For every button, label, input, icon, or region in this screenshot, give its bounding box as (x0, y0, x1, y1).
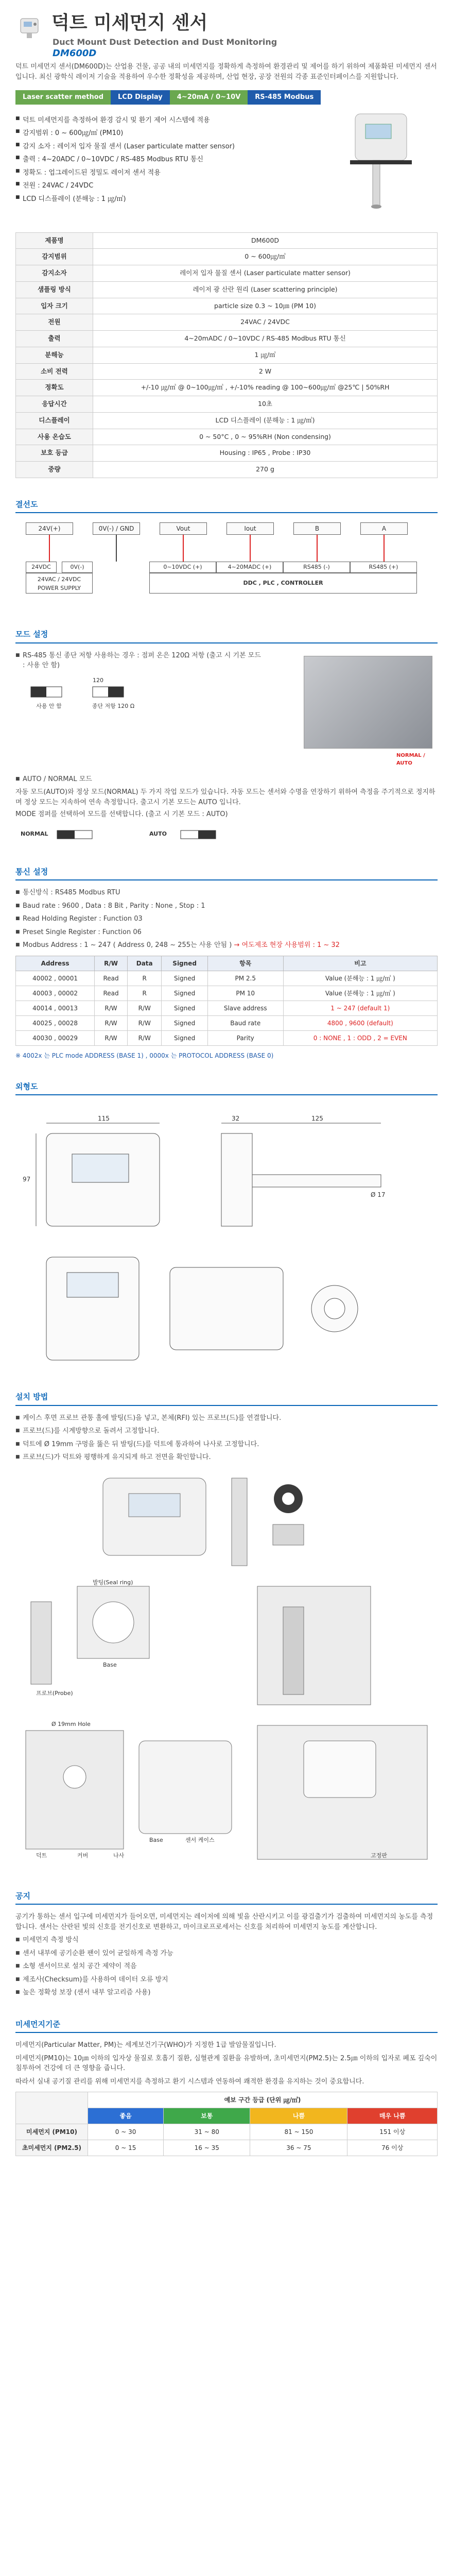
terminal: B (293, 522, 341, 535)
table-row: 감지소자 레이저 입자 물질 센서 (Laser particulate matter sensor) (16, 265, 438, 282)
table-row: 정확도 +/-10 ㎍/㎥ @ 0~100㎍/㎥ , +/-10% reading @ 100~600㎍/㎥ @25℃ | 50%RH (16, 380, 438, 396)
wire-label: 0V(-) (62, 562, 93, 573)
dimension-drawing (15, 1103, 438, 1370)
modbus-item: ■ 통신방식 : RS485 Modbus RTU (15, 888, 438, 898)
wire-label: RS485 (+) (350, 562, 417, 573)
feature-item: ■ 감지 소자 : 레이저 입자 물질 센서 (Laser particulate matter sensor) (15, 140, 283, 154)
table-row: 40025 , 00028 R/W R/W Signed Baud rate 4800 , 9600 (default) (16, 1015, 438, 1030)
terminal: Vout (160, 522, 207, 535)
mode-title: 모드 설정 (15, 629, 438, 643)
table-row: 40002 , 00001 Read R Signed PM 2.5 Value (분해능 : 1 ㎍/㎥ ) (16, 971, 438, 986)
pm-para: 미세먼지(Particular Matter, PM)는 세계보건기구(WHO)가 지정한 1급 발암물질입니다. (15, 2041, 276, 2049)
jumper-label: 종단 저항 120 Ω (92, 702, 135, 709)
dimension-title: 외형도 (15, 1081, 438, 1096)
label-base: Base (103, 1661, 117, 1668)
tab-modbus: RS-485 Modbus (248, 90, 321, 105)
install-step: ■ 케이스 후면 프로브 관통 홀에 발팅(드)을 넣고, 본체(RFI) 있는 프로브(드)를 연결합니다. (15, 1413, 438, 1423)
model-name: DM600D (53, 48, 97, 59)
wire (384, 535, 385, 562)
controller-box: DDC , PLC , CONTROLLER (149, 573, 417, 594)
dimension-svg (15, 1103, 438, 1370)
knowledge-bullet: ■ 제조사(Checksum)를 사용하여 데이터 오류 방지 (15, 1975, 438, 1985)
dim-height: 97 (23, 1176, 31, 1183)
power-supply-box: 24VAC / 24VDC POWER SUPPLY (26, 573, 93, 594)
mode-jumpers (15, 825, 438, 845)
wiring-title: 결선도 (15, 499, 438, 514)
install-step: ■ 프로브(드)가 덕트와 평행하게 유지되게 하고 전면을 확인합니다. (15, 1452, 438, 1463)
pm-table (15, 2092, 438, 2156)
feature-item: ■ 덕트 미세먼지를 측정하여 환경 감시 및 환기 제어 시스템에 적용 (15, 114, 283, 127)
wire (183, 535, 184, 562)
label-duct: 덕트 (36, 1852, 47, 1859)
wiring-diagram (15, 520, 438, 608)
terminal: 0V(-) / GND (93, 522, 140, 535)
table-row: 응답시간 10초 (16, 396, 438, 413)
feature-item: ■ 감지범위 : 0 ~ 600㎍/㎥ (PM10) (15, 127, 283, 140)
tab-analog: 4~20mA / 0~10V (170, 90, 248, 105)
modbus-item: ■ Baud rate : 9600 , Data : 8 Bit , Parity : None , Stop : 1 (15, 901, 438, 911)
table-row: 보호 등급 Housing : IP65 , Probe : IP30 (16, 445, 438, 462)
knowledge-bullet: ■ 미세먼지 측정 방식 (15, 1935, 438, 1945)
terminal: A (360, 522, 408, 535)
modbus-title: 통신 설정 (15, 866, 438, 881)
label-flange-base: Base (149, 1836, 163, 1843)
label-probe: 프로브(Probe) (36, 1689, 73, 1697)
dim-dia: Ø 17 (371, 1191, 386, 1199)
wire (116, 535, 117, 562)
pm-para: 따라서 실내 공기질 관리를 위해 미세먼지를 측정하고 환기 시스템과 연동하여 쾌적한 환경을 유지하는 것이 중요합니다. (15, 2077, 364, 2086)
tab-lcd: LCD Display (111, 90, 170, 105)
label-bracket: 고정판 (371, 1852, 387, 1859)
label-seal: 발팅(Seal ring) (93, 1579, 133, 1586)
install-title: 설치 방법 (15, 1391, 438, 1406)
knowledge-bullet: ■ 높은 정확성 보장 (센서 내부 알고리즘 사용) (15, 1988, 438, 1998)
intro-text: 덕트 미세먼지 센서(DM600D)는 산업용 건물, 공공 내의 미세먼지를 정확하게 측정하여 환경관리 및 제어를 하기 위하여 제품화된 미세먼지 센서입니다. 최신 광학식 레이저 기술을 적용하여 우수한 정확성을 제공하며, 산업 현장, 공장 전원의 각종 표준인터페이스를 지원합니다. (15, 63, 437, 81)
knowledge-title: 공지 (15, 1890, 438, 1905)
table-row: 초미세먼지 (PM2.5) 0 ~ 15 16 ~ 35 36 ~ 75 76 이상 (16, 2140, 438, 2156)
wire-label: 4~20MADC (+) (216, 562, 283, 573)
install-step: ■ 덕트에 Ø 19mm 구멍을 뚫은 뒤 발팅(드)를 덕트에 통과하여 나사로 고정합니다. (15, 1439, 438, 1450)
auto-jumper (180, 830, 216, 839)
product-icon (15, 11, 43, 39)
knowledge-bullet: ■ 소형 센서이므로 설치 공간 제약이 적음 (15, 1961, 438, 1972)
feature-item: ■ 출력 : 4~20ADC / 0~10VDC / RS-485 Modbus RTU 통신 (15, 153, 283, 166)
table-row: 디스플레이 LCD 디스플레이 (분해능 : 1 ㎍/㎥) (16, 412, 438, 429)
board-photo (304, 656, 432, 749)
modbus-item: ■ Read Holding Register : Function 03 (15, 914, 438, 924)
pm-para: 미세먼지(PM10)는 10㎛ 이하의 입자상 물질로 호흡기 질환, 심혈관계 질환을 유발하며, 초미세먼지(PM2.5)는 2.5㎛ 이하의 입자로 폐포 깊숙이 침투하여 건강에 더 큰 영향을 줍니다. (15, 2054, 438, 2073)
table-row: 감지범위 0 ~ 600㎍/㎥ (16, 249, 438, 265)
table-row: 40014 , 00013 R/W R/W Signed Slave address 1 ~ 247 (default 1) (16, 1001, 438, 1015)
mode-section (15, 651, 438, 769)
page-subtitle: Duct Mount Dust Detection and Dust Monitoring (53, 37, 277, 47)
modbus-item: ■ Modbus Address : 1 ~ 247 ( Address 0, 248 ~ 255는 사용 안됨 ) → 여도제조 현장 사용범위 : 1 ~ 32 (15, 940, 438, 951)
table-row: 40003 , 00002 Read R Signed PM 10 Value (분해능 : 1 ㎍/㎥ ) (16, 986, 438, 1001)
table-row: 사용 온습도 0 ~ 50°C , 0 ~ 95%RH (Non condensing) (16, 429, 438, 445)
dim-depth: 32 (232, 1115, 240, 1123)
feature-item: ■ 정확도 : 업그레이드된 정밀도 레이저 센서 적용 (15, 166, 283, 180)
wire (317, 535, 318, 562)
mode-para-2: MODE 점퍼를 선택하여 모드를 선택합니다. (출고 시 기본 모드 : AUTO) (15, 810, 228, 819)
table-row: 중량 270 g (16, 462, 438, 478)
feature-item: ■ 전원 : 24VAC / 24VDC (15, 179, 283, 193)
features-section (0, 114, 453, 227)
table-header-row: 예보 구간 등급 (단위 ㎍/㎥) (16, 2092, 438, 2108)
pm-title: 미세먼지기준 (15, 2019, 438, 2033)
wire (250, 535, 251, 562)
spec-table (15, 232, 438, 478)
jumper-label: 사용 안 함 (36, 702, 62, 709)
tab-laser: Laser scatter method (15, 90, 111, 105)
modbus-table (15, 956, 438, 1046)
table-row: 제품명 DM600D (16, 232, 438, 249)
feature-list (15, 114, 283, 206)
table-row: 출력 4~20mADC / 0~10VDC / RS-485 Modbus RTU 통신 (16, 331, 438, 347)
mode-bullet: ■ AUTO / NORMAL 모드 (15, 774, 438, 785)
knowledge-bullet: ■ 센서 내부에 공기순환 팬이 있어 균일하게 측정 가능 (15, 1948, 438, 1959)
normal-jumper (57, 830, 93, 839)
header (0, 0, 453, 57)
feature-item: ■ LCD 디스플레이 (분해능 : 1 ㎍/㎥) (15, 193, 283, 206)
board-photo-label: NORMAL / AUTO (396, 752, 425, 766)
knowledge-para: 공기가 통하는 센서 입구에 미세먼지가 들어오면, 미세먼지는 레이저에 의해 빛을 산란시키고 이를 광검출기가 검출하여 미세먼지의 농도를 측정합니다. 센서는 산란된 빛의 신호를 전기신호로 변환하고, 마이크로프로세서는 신호를 처리하여 미세먼지 농도를 계산합니다. (15, 1913, 433, 1931)
table-row: 샘플링 방식 레이저 광 산란 원리 (Laser scattering principle) (16, 281, 438, 298)
dim-width: 115 (98, 1115, 110, 1123)
mode-para: 자동 모드(AUTO)와 정상 모드(NORMAL) 두 가지 작업 모드가 있습니다. 자동 모드는 센서와 수명을 연장하기 위하여 측정을 주기적으로 정지하며 정상 모드는 지속하여 연속 측정합니다. 출고시 기본 모드는 AUTO 입니다. (15, 788, 435, 806)
table-header-row: Address R/W Data Signed 항목 비고 (16, 956, 438, 971)
label-screw: 나사 (113, 1852, 125, 1859)
install-svg (15, 1468, 438, 1870)
table-row: 입자 크기 particle size 0.3 ~ 10㎛ (PM 10) (16, 298, 438, 314)
label-cover: 커버 (77, 1852, 89, 1859)
modbus-item: ■ Preset Single Register : Function 06 (15, 927, 438, 938)
modbus-note: ※ 4002x 는 PLC mode ADDRESS (BASE 1) , 0000x 는 PROTOCOL ADDRESS (BASE 0) (15, 1052, 274, 1059)
install-step: ■ 프로브(드)를 시계방향으로 돌려서 고정합니다. (15, 1426, 438, 1436)
terminal: 24V(+) (26, 522, 73, 535)
terminal: Iout (226, 522, 274, 535)
table-row: 분해능 1 ㎍/㎥ (16, 347, 438, 363)
table-row: 미세먼지 (PM10) 0 ~ 30 31 ~ 80 81 ~ 150 151 이상 (16, 2124, 438, 2140)
page-title: 덕트 미세먼지 센서 (51, 12, 208, 33)
wire (49, 535, 50, 562)
auto-label: AUTO (149, 830, 167, 837)
wire-label: 0~10VDC (+) (149, 562, 216, 573)
wire-label: 24VDC (26, 562, 57, 573)
table-row: 전원 24VAC / 24VDC (16, 314, 438, 331)
table-row: 소비 전력 2 W (16, 363, 438, 380)
label-hole: Ø 19mm Hole (51, 1720, 91, 1727)
label-sensor: 센서 케이스 (185, 1836, 215, 1843)
product-photo (319, 109, 432, 212)
feature-tabs (0, 90, 453, 105)
jumper-value: 120 (93, 676, 103, 684)
dim-probe: 125 (311, 1115, 323, 1123)
install-illustrations (15, 1468, 438, 1870)
wire-label: RS485 (-) (283, 562, 350, 573)
jumper-desc: ■ RS-485 통신 종단 저항 사용하는 경우 : 점퍼 온은 120Ω 저항 (출고 시 기본 모드 : 사용 안 함) (15, 651, 263, 671)
normal-label: NORMAL (21, 830, 48, 837)
table-header-row: 좋음 보통 나쁨 매우 나쁨 (16, 2108, 438, 2124)
table-row: 40030 , 00029 R/W R/W Signed Parity 0 : NONE , 1 : ODD , 2 = EVEN (16, 1030, 438, 1045)
